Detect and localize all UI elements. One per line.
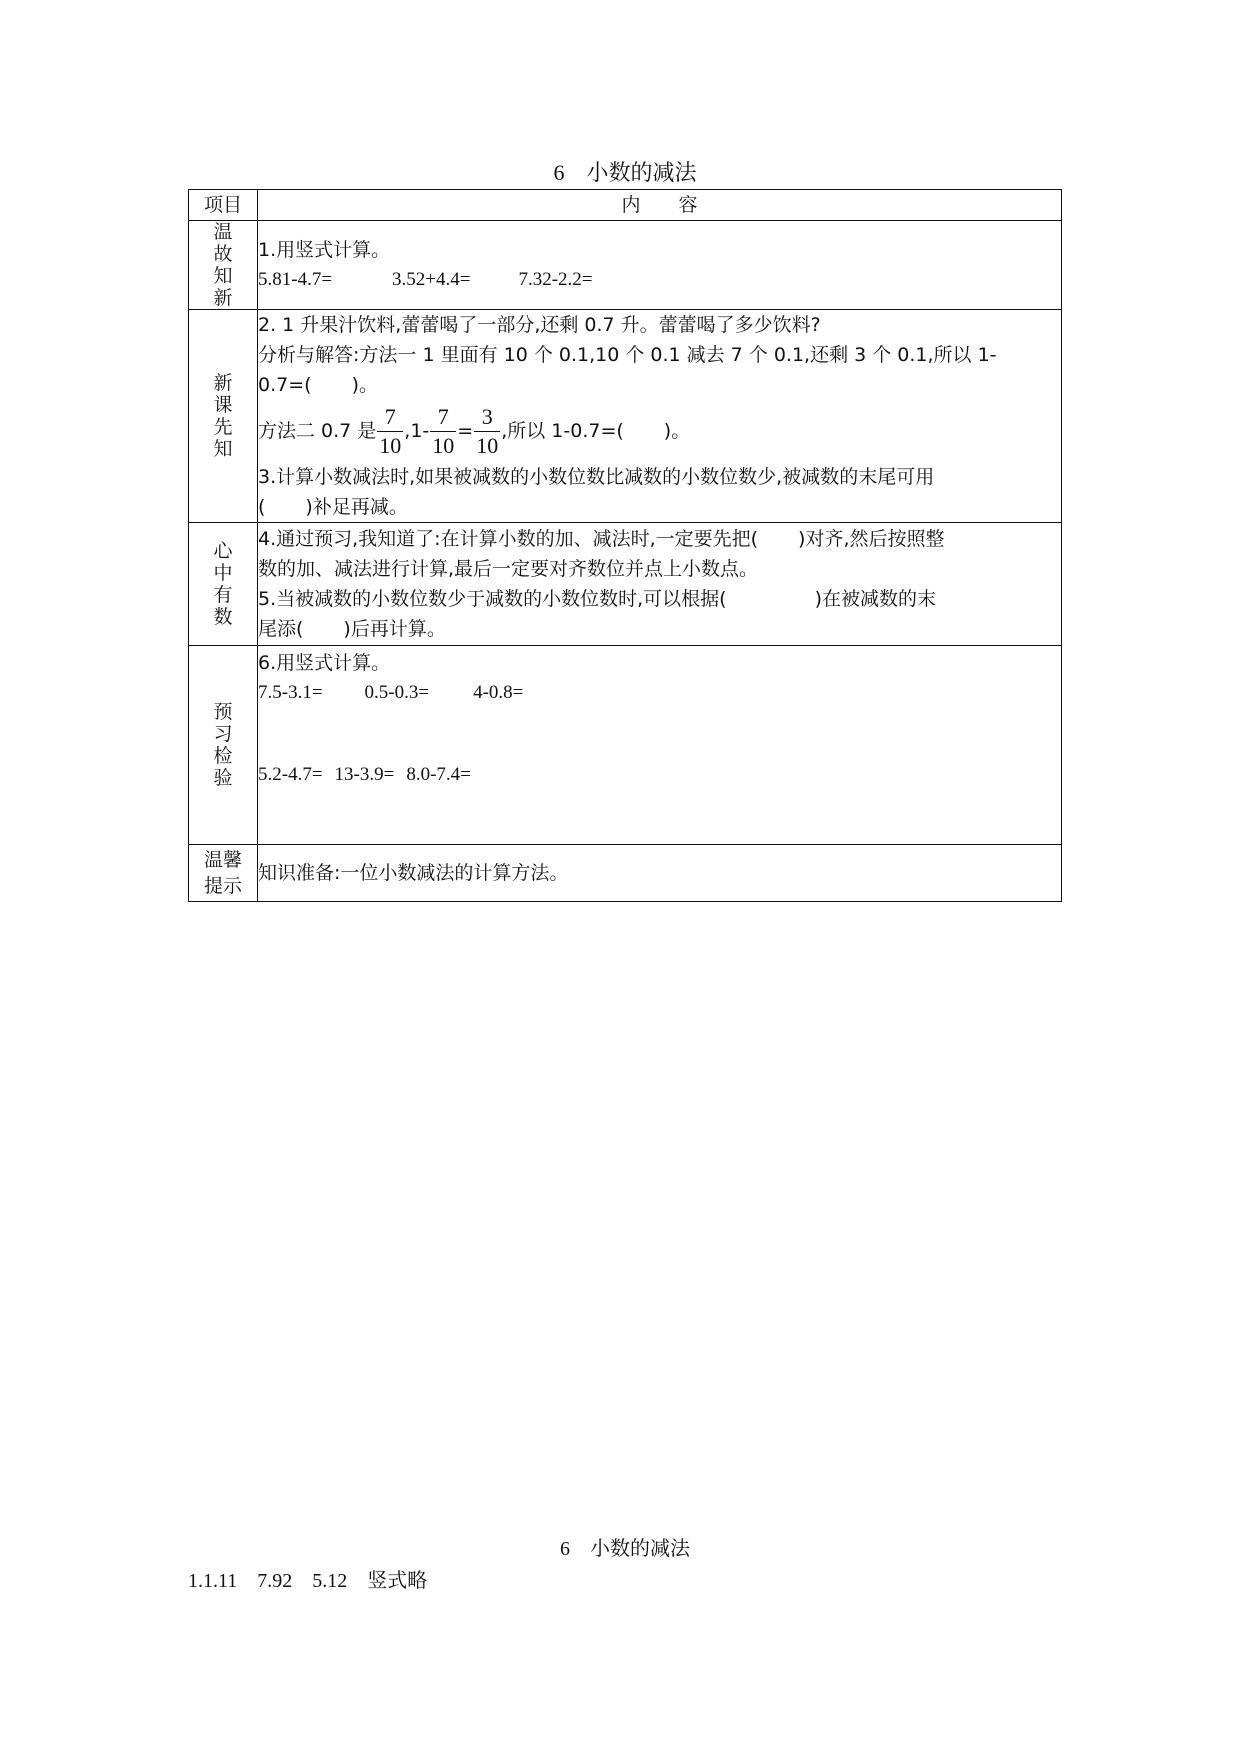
header-col-item: 项目 (189, 190, 258, 221)
section-content-tip: 知识准备:一位小数减法的计算方法。 (258, 845, 1062, 902)
header-row (189, 190, 1062, 221)
question-5-line2: 尾添( )后再计算。 (258, 618, 446, 640)
section-label-tip: 温馨 提示 (189, 845, 258, 902)
answer-title: 6 小数的减法 (560, 1536, 690, 1560)
section-label-check: 预 习 检 验 (189, 646, 258, 845)
section-label-review: 温 故 知 新 (189, 221, 258, 310)
question-2-method2: 方法二 0.7 是 $\frac{7}{10}$ ,1- $\frac{7}{10}$ = $\frac{3}{10}$ ,所以 1-0.7=( )。 (258, 404, 691, 458)
question-3-line1: 3.计算小数减法时,如果被减数的小数位数比减数的小数位数少,被减数的末尾可用 (258, 466, 935, 488)
section-review (189, 221, 1062, 310)
question-1-exprs: 5.81-4.7= 3.52+4.4= 7.32-2.2= (258, 269, 593, 290)
fraction-7-10-a: $\frac{7}{10}$ (379, 404, 402, 458)
question-4-line1: 4.通过预习,我知道了:在计算小数的加、减法时,一定要先把( )对齐,然后按照整 (258, 528, 945, 550)
question-6-row1: 7.5-3.1= 0.5-0.3= 4-0.8= (258, 682, 524, 703)
section-mind (189, 523, 1062, 646)
section-check (189, 646, 1062, 845)
question-2-line2: 分析与解答:方法一 1 里面有 10 个 0.1,10 个 0.1 减去 7 个 0.1,还剩 3 个 0.1,所以 1- (258, 344, 997, 366)
question-2-line3: 0.7=( )。 (258, 374, 378, 396)
section-label-mind: 心 中 有 数 (189, 523, 258, 646)
question-6-title: 6.用竖式计算。 (258, 652, 391, 674)
section-label-preview: 新 课 先 知 (189, 310, 258, 523)
section-content-mind (258, 523, 1062, 646)
fraction-7-10-b: $\frac{7}{10}$ (432, 404, 455, 458)
worksheet-table (188, 189, 1062, 902)
title-text: 小数的减法 (586, 161, 697, 186)
section-content-check (258, 646, 1062, 845)
fraction-3-10: $\frac{3}{10}$ (476, 404, 499, 458)
section-tip (189, 845, 1062, 902)
answer-line: 1.1.11 7.92 5.12 竖式略 (188, 1568, 428, 1592)
question-6-row2: 5.2-4.7= 13-3.9= 8.0-7.4= (258, 764, 471, 785)
question-5-line1: 5.当被减数的小数位数少于减数的小数位数时,可以根据( )在被减数的末 (258, 588, 937, 610)
title-number: 6 (553, 160, 565, 185)
question-1-title: 1.用竖式计算。 (258, 239, 391, 261)
section-content-preview (258, 310, 1062, 523)
header-col-content: 内 容 (258, 190, 1062, 221)
section-content-review (258, 221, 1062, 310)
page-title (188, 158, 1062, 189)
question-3-line2: ( )补足再减。 (258, 496, 408, 518)
question-2-line1: 2. 1 升果汁饮料,蕾蕾喝了一部分,还剩 0.7 升。蕾蕾喝了多少饮料? (258, 314, 821, 336)
section-preview (189, 310, 1062, 523)
question-4-line2: 数的加、减法进行计算,最后一定要对齐数位并点上小数点。 (258, 558, 759, 580)
